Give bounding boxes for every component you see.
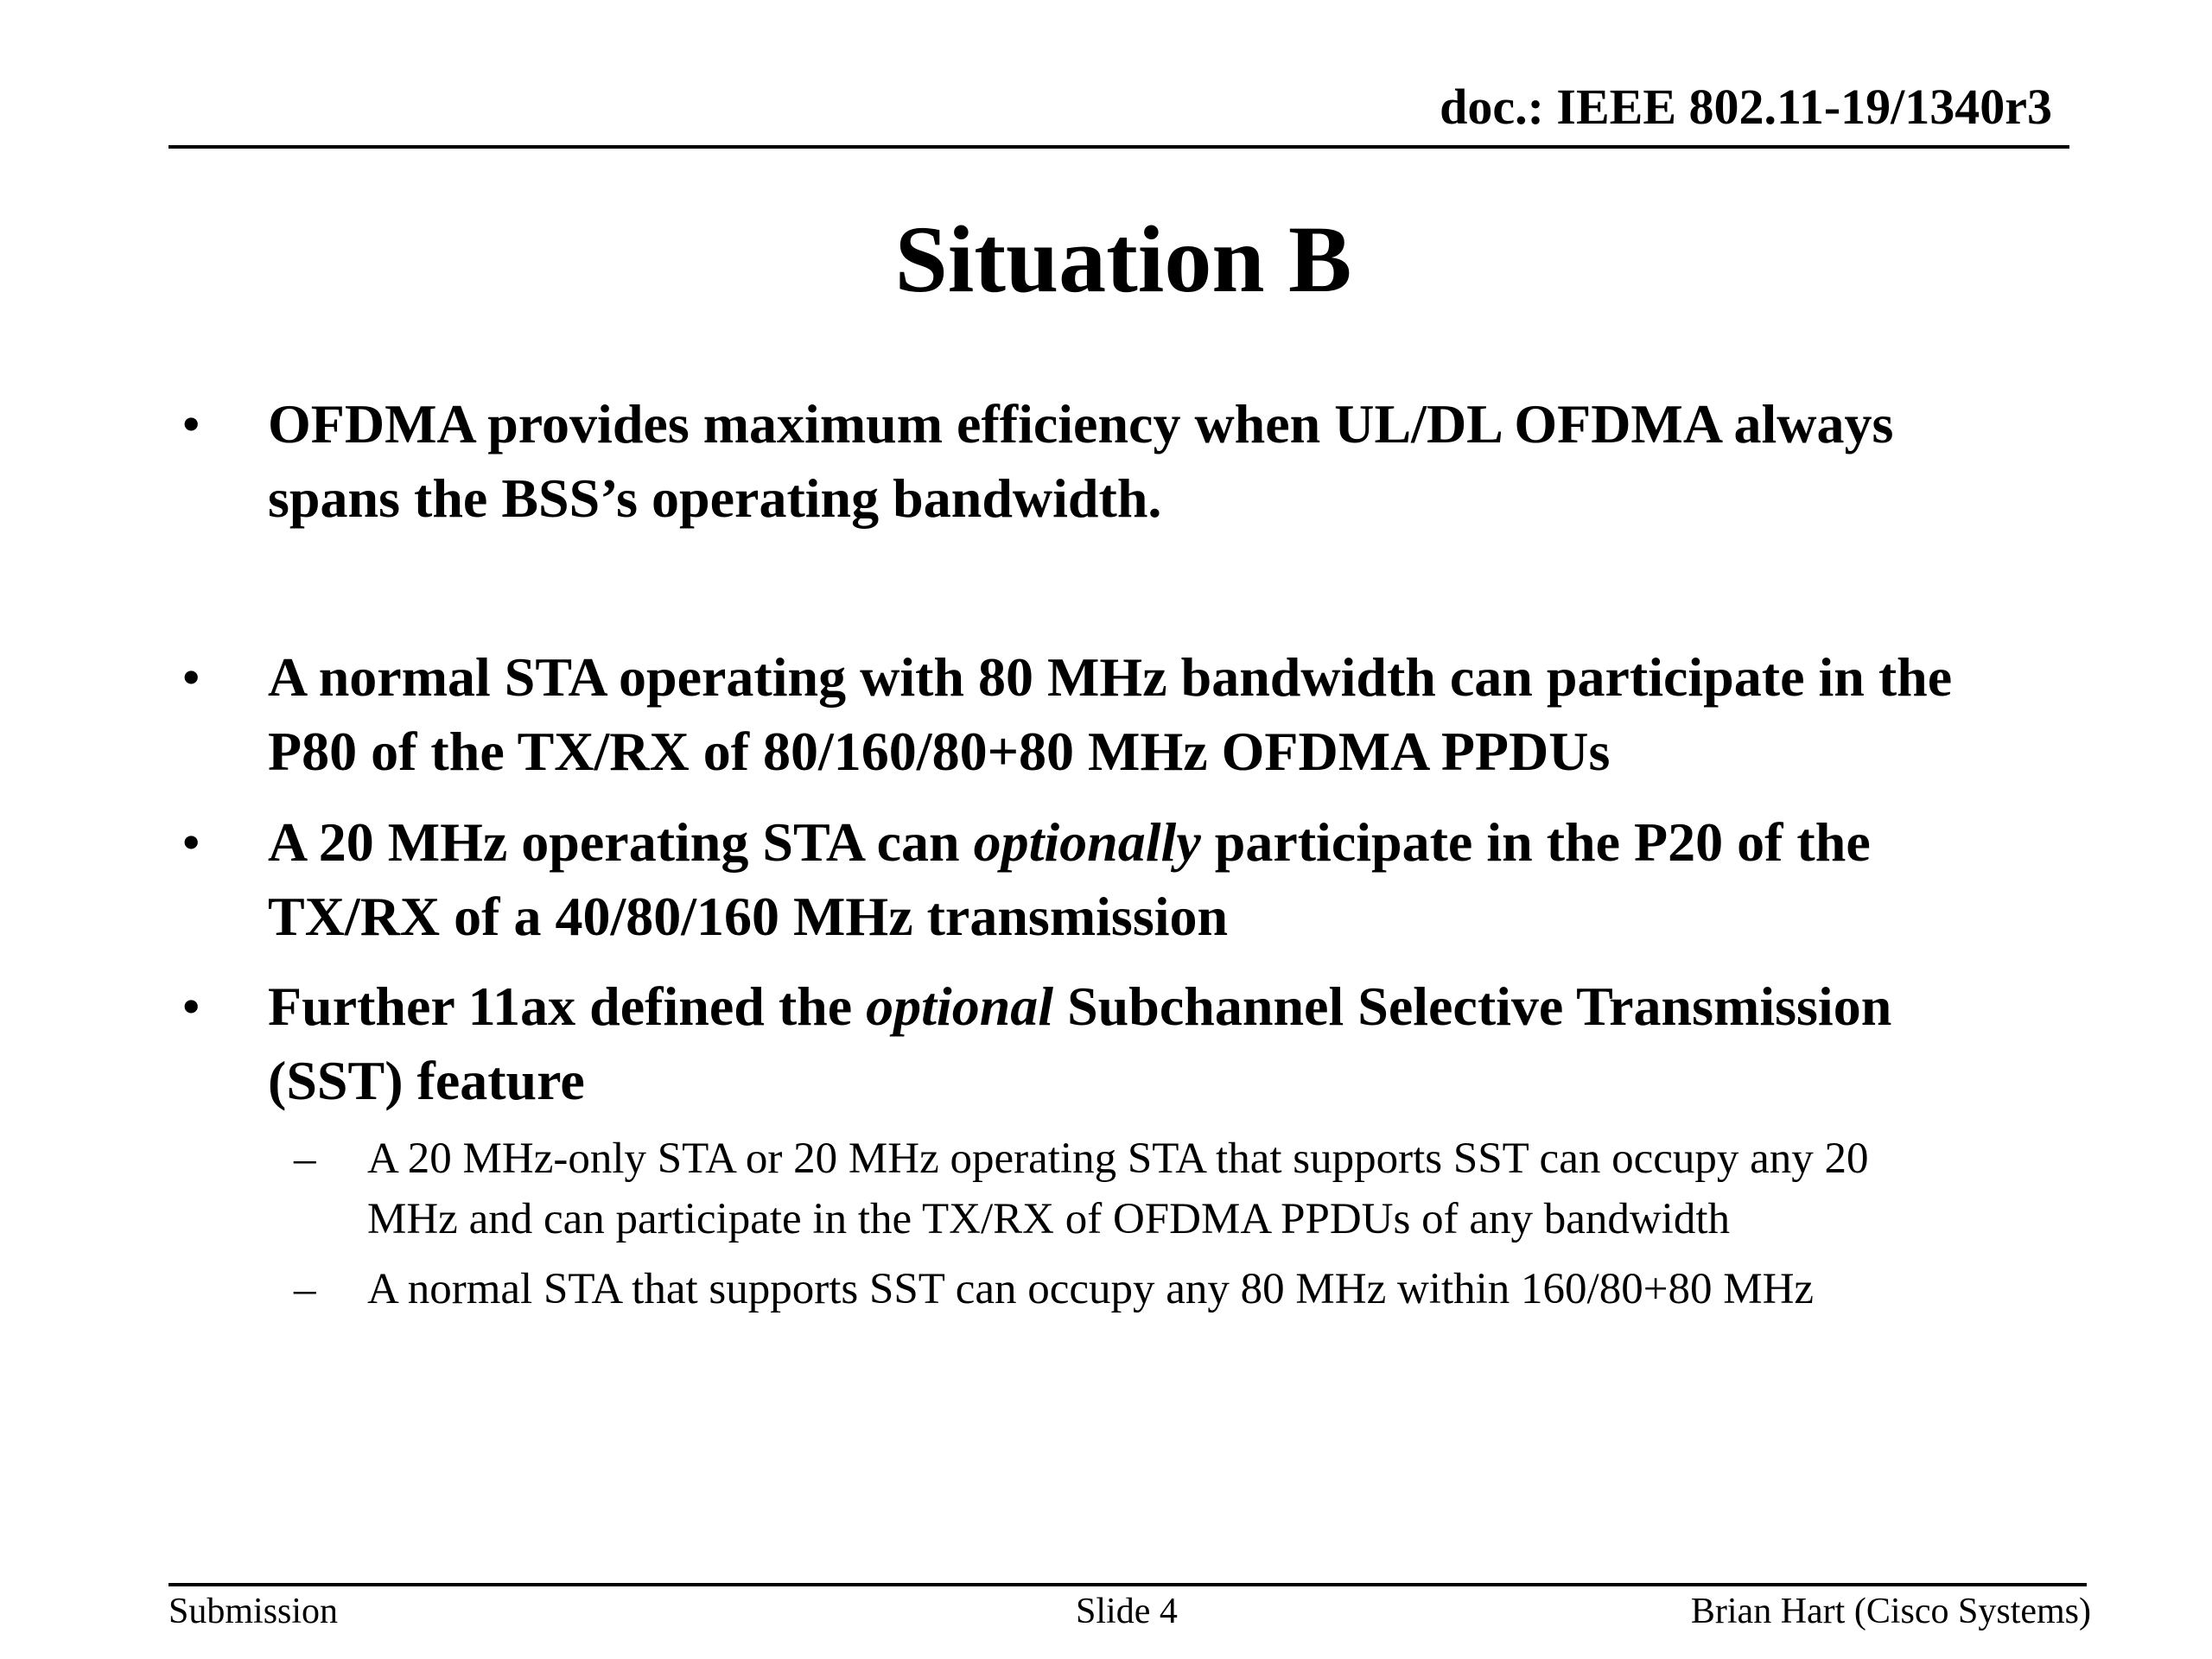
bullet-marker: •	[181, 646, 201, 708]
sub-bullet-text-line: A 20 MHz-only STA or 20 MHz operating STA that supports SST can occupy any 20	[367, 1135, 1869, 1183]
bullet-text: participate in the P20 of the	[1200, 811, 1871, 873]
slide-title: Situation B	[894, 207, 1352, 312]
footer-slide-number: Slide 4	[1076, 1592, 1178, 1631]
bullet-text-line: spans the BSS’s operating bandwidth.	[268, 467, 1162, 529]
bullet-marker: •	[181, 811, 201, 873]
bullet-text: Subchannel Selective Transmission	[1053, 976, 1892, 1037]
bullet-text-line: (SST) feature	[268, 1050, 585, 1111]
bullet-marker: •	[181, 393, 201, 454]
sub-bullet-marker: –	[294, 1135, 316, 1183]
bullet-text-line: OFDMA provides maximum efficiency when UL/DL OFDMA always	[268, 393, 1894, 454]
bullet-text: Further 11ax defined the	[268, 976, 867, 1037]
emphasis-text: optionally	[973, 811, 1201, 873]
bullet-text-line: P80 of the TX/RX of 80/160/80+80 MHz OFDMA PPDUs	[268, 721, 1611, 782]
bullet-marker: •	[181, 976, 201, 1037]
sub-bullet-text-line: A normal STA that supports SST can occupy any 80 MHz within 160/80+80 MHz	[367, 1265, 1815, 1313]
bullet-text: A 20 MHz operating STA can	[268, 811, 974, 873]
header-divider	[168, 145, 2069, 149]
footer-divider	[168, 1583, 2087, 1586]
emphasis-text: optional	[866, 976, 1054, 1037]
sub-bullet-text-line: MHz and can participate in the TX/RX of OFDMA PPDUs of any bandwidth	[367, 1195, 1731, 1243]
footer-submission: Submission	[168, 1592, 339, 1631]
sub-bullet-marker: –	[294, 1265, 316, 1313]
footer-author: Brian Hart (Cisco Systems)	[1690, 1592, 2091, 1631]
document-id: doc.: IEEE 802.11-19/1340r3	[1440, 79, 2052, 135]
bullet-text-line	[268, 805, 1871, 880]
bullet-text-line: TX/RX of a 40/80/160 MHz transmission	[268, 886, 1229, 947]
bullet-text-line	[268, 969, 1891, 1044]
bullet-text-line: A normal STA operating with 80 MHz bandwidth can participate in the	[268, 646, 1953, 708]
